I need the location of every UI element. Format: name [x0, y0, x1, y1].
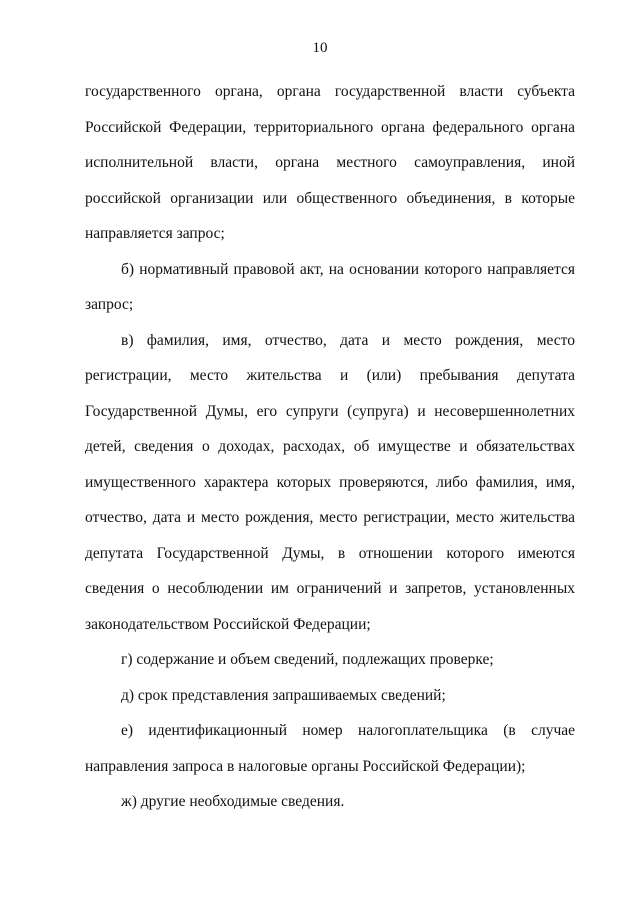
paragraph-item-g: г) содержание и объем сведений, подлежащих проверке; — [121, 651, 494, 668]
paragraph-item-d: д) срок представления запрашиваемых сведений; — [121, 686, 446, 704]
paragraph-item-b: б) нормативный правовой акт, на основании которого направляется запрос; — [85, 260, 575, 313]
paragraph-item-e: е) идентификационный номер налогоплательщика (в случае направления запроса в налоговые органы Российской Федерации); — [85, 722, 575, 775]
paragraph-item-zh: ж) другие необходимые сведения. — [121, 793, 345, 810]
document-body — [85, 74, 575, 820]
page-number: 10 — [312, 40, 328, 56]
paragraph-item-v: в) фамилия, имя, отчество, дата и место рождения, место регистрации, место жительства и (или) пребывания депутата Государственной Думы, его супруги (супруга) и несовершеннолетних детей, сведения о доходах, расходах, об имуществе и обязательствах имущественного характера которых проверяются, либо фамилия, имя, отчество, дата и место рождения, место регистрации, место жительства депутата Государственной Думы, в отношении которого имеются сведения о несоблюдении им ограничений и запретов, установленных законодательством Российской Федерации; — [85, 331, 575, 633]
paragraph-continuation: государственного органа, органа государственной власти субъекта Российской Федерации, территориального органа федерального органа исполнительной власти, органа местного самоуправления, иной российской организации или общественного объединения, в которые направляется запрос; — [85, 83, 575, 242]
